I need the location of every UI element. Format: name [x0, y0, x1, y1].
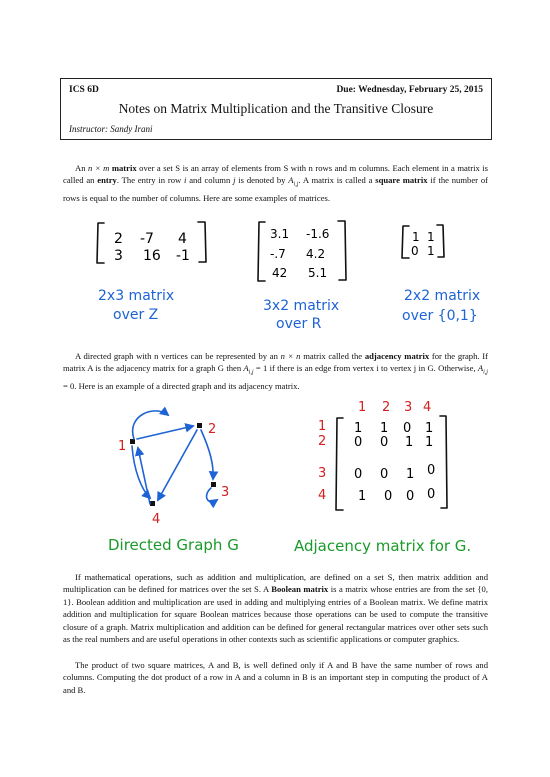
text: An	[75, 163, 89, 173]
adjacency-col-label: 3	[404, 400, 413, 415]
adjacency-cell: 0	[406, 489, 415, 504]
adjacency-col-label: 1	[358, 400, 367, 415]
math-equals-one: = 1	[253, 363, 268, 374]
graph-caption: Directed Graph G	[108, 536, 239, 554]
term-square-matrix: square matrix	[375, 175, 428, 186]
text: is a matrix whose entries are from the set	[328, 584, 478, 595]
term-boolean-matrix: Boolean matrix	[271, 584, 329, 595]
matrix2-cell: -1.6	[306, 227, 330, 241]
matrix2-caption-line2: over R	[276, 316, 322, 332]
matrix2-caption-line1: 3x2 matrix	[263, 298, 340, 314]
term-adjacency-matrix: adjacency matrix	[364, 351, 430, 361]
adjacency-cell: 1	[405, 435, 414, 450]
matrix2-cell: 3.1	[270, 227, 290, 241]
matrix1-caption-line2: over Z	[113, 307, 159, 323]
text: and column	[186, 175, 234, 186]
math-aij-subscript: i,j	[248, 370, 254, 377]
matrix3-cell: 0	[411, 244, 419, 258]
matrix1-cell: 2	[114, 231, 123, 247]
text: for the graph. If matrix A is the adjacency matrix for a graph G then	[63, 351, 488, 374]
matrix3-caption-line1: 2x2 matrix	[404, 288, 481, 304]
graph-vertex-label: 2	[208, 422, 217, 437]
adjacency-row-label: 2	[318, 434, 327, 449]
graph-vertex-3	[211, 482, 216, 487]
adjacency-cell: 0	[380, 467, 389, 482]
adjacency-cell: 1	[425, 435, 434, 450]
matrix2-cell: 5.1	[308, 266, 328, 280]
matrix2-cell: 4.2	[306, 247, 326, 261]
text: is denoted by	[235, 175, 289, 186]
text: . A matrix is called a	[298, 175, 376, 186]
text: . Boolean addition and multiplication are used in adding and multiplying entries of a Boolean matrix. We define matrix addition and multiplication for square Boolean matrices because those operations can be used to compute the transitive closure of a graph. Matrix multiplication and addition can be defined for general rectangular matrices over other sets such as the real numbers and are useful operations in other contexts such as scientific applications or computer graphics.	[63, 596, 488, 645]
matrix3-cell: 1	[427, 230, 435, 244]
adjacency-row-label: 4	[318, 488, 327, 503]
adjacency-cell: 0	[427, 487, 436, 502]
page-title: Notes on Matrix Multiplication and the Transitive Closure	[118, 101, 434, 116]
paragraph-adjacency-matrix	[63, 350, 488, 392]
math-n-by-n: n × n	[280, 351, 301, 361]
text: . The entry in row	[116, 175, 185, 186]
matrix1-cell: 16	[143, 248, 161, 264]
adjacency-matrix	[294, 400, 471, 555]
graph-edge-2-3	[201, 430, 213, 479]
graph-vertex-4	[150, 501, 155, 506]
text: . Here is an example of a directed graph and its adjacency matrix.	[74, 380, 300, 391]
text: over a set S is an array of elements from S with n rows and m columns. Each element in a matrix is called an	[63, 163, 488, 186]
graph-vertex-label: 3	[221, 485, 230, 500]
matrix1-caption-line1: 2x3 matrix	[98, 288, 175, 304]
graph-vertex-2	[197, 423, 202, 428]
adjacency-cell: 0	[380, 435, 389, 450]
graph-vertex-label: 1	[118, 439, 127, 454]
math-equals-zero: = 0	[63, 380, 75, 391]
math-aij: A	[288, 175, 294, 186]
paragraph-boolean-matrix	[63, 571, 488, 645]
math-aij-subscript: i,j	[293, 182, 299, 189]
math-aij: A	[477, 363, 484, 374]
adjacency-col-label: 2	[382, 400, 391, 415]
adjacency-row-label: 3	[318, 466, 327, 481]
matrix3-caption-line2: over {0,1}	[402, 308, 478, 324]
matrix3-cell: 1	[427, 244, 435, 258]
matrix3-cell: 1	[412, 230, 420, 244]
matrix1-cell: 3	[114, 248, 123, 264]
text: if there is an edge from vertex i to vertex j in G. Otherwise,	[267, 363, 478, 374]
term-matrix: matrix	[109, 163, 137, 173]
adjacency-cell: 0	[427, 463, 436, 478]
directed-graph	[108, 411, 239, 554]
graph-edge-4-1	[138, 448, 150, 504]
math-j: j	[233, 175, 236, 186]
adjacency-cell: 1	[406, 467, 415, 482]
matrix1-cell: -1	[176, 248, 190, 264]
math-aij-subscript: i,j	[483, 370, 488, 377]
matrix2	[258, 221, 346, 332]
matrix1	[97, 222, 206, 323]
adjacency-cell: 1	[380, 421, 389, 436]
paragraph-matrix-product	[63, 659, 488, 696]
graph-edge-3-3	[207, 488, 217, 502]
matrix2-cell: -.7	[270, 247, 286, 261]
adjacency-cell: 1	[425, 421, 434, 436]
math-i: i	[184, 175, 187, 186]
term-entry: entry	[97, 175, 117, 186]
matrix1-cell: 4	[178, 231, 187, 247]
adjacency-cell: 0	[384, 489, 393, 504]
due-date: Due: Wednesday, February 25, 2015	[336, 85, 483, 95]
adjacency-cell: 0	[354, 467, 363, 482]
text: The product of two square matrices, A and B, is well defined only if A and B have the same number of rows and columns. Computing the dot product of a row in A and a column in B is an important step in computing the product of A and B.	[63, 660, 488, 695]
adjacency-cell: 0	[354, 435, 363, 450]
matrix3	[402, 225, 480, 324]
adjacency-cell: 1	[358, 489, 367, 504]
matrix2-cell: 42	[272, 266, 288, 280]
graph-edge-2-4	[158, 430, 197, 500]
adjacency-col-label: 4	[423, 400, 432, 415]
text: matrix called the	[300, 351, 365, 361]
adjacency-caption: Adjacency matrix for G.	[294, 537, 472, 555]
math-n-by-m: n × m	[88, 163, 110, 173]
text: if the number of rows is equal to the number of columns. Here are some examples of matrices.	[63, 175, 488, 203]
graph-edge-1-2	[137, 426, 193, 439]
course-label: ICS 6D	[69, 85, 99, 95]
text: If mathematical operations, such as addition and multiplication, are defined on a set S, then matrix addition and multiplication can be defined for matrices over the set S. A	[63, 572, 488, 595]
instructor-label: Instructor: Sandy Irani	[69, 124, 153, 134]
math-set-0-1: {0, 1}	[63, 584, 488, 607]
graph-vertex-label: 4	[152, 512, 161, 527]
matrix1-cell: -7	[140, 231, 154, 247]
math-aij: A	[243, 363, 249, 374]
adjacency-cell: 0	[403, 421, 412, 436]
adjacency-cell: 1	[354, 421, 363, 436]
text: A directed graph with n vertices can be represented by an	[75, 351, 281, 361]
adjacency-row-label: 1	[318, 419, 327, 434]
graph-edge-1-1	[133, 411, 168, 439]
